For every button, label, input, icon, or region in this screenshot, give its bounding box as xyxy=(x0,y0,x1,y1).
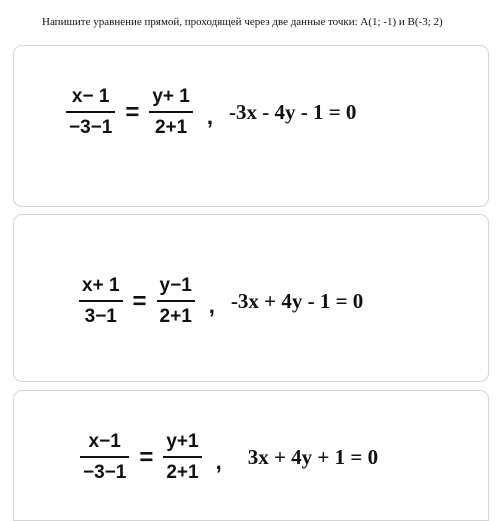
fraction-bar xyxy=(80,456,129,458)
fraction-denominator: 2+1 xyxy=(154,117,188,138)
answer-option-1[interactable] xyxy=(13,45,489,207)
fraction-bar xyxy=(149,111,193,113)
fraction-x xyxy=(66,86,115,139)
answer-option-3[interactable] xyxy=(13,390,489,521)
formula xyxy=(79,275,363,328)
fraction-numerator: x−1 xyxy=(88,431,121,452)
fraction-y xyxy=(163,431,201,484)
separator: , xyxy=(215,448,222,474)
fraction-y xyxy=(157,275,195,328)
fraction-bar xyxy=(163,456,201,458)
fraction-denominator: 2+1 xyxy=(159,306,192,327)
separator: , xyxy=(208,292,215,318)
fraction-denominator: −3−1 xyxy=(83,462,127,483)
fraction-numerator: x+ 1 xyxy=(82,275,120,296)
answer-option-2[interactable] xyxy=(13,214,489,382)
formula xyxy=(80,431,378,484)
fraction-y xyxy=(149,86,193,139)
formula xyxy=(66,86,356,139)
fraction-numerator: y−1 xyxy=(159,275,192,296)
fraction-numerator: x− 1 xyxy=(71,86,110,107)
fraction-numerator: y+ 1 xyxy=(152,86,190,107)
separator: , xyxy=(206,103,213,129)
equals-sign: = xyxy=(125,98,140,126)
fraction-bar xyxy=(157,300,195,302)
question-text: Напишите уравнение прямой, проходящей через две данные точки: A(1; -1) и B(-3; 2) xyxy=(42,16,443,28)
equals-sign: = xyxy=(139,443,154,471)
fraction-bar xyxy=(79,300,123,302)
fraction-bar xyxy=(66,111,115,113)
fraction-numerator: y+1 xyxy=(166,431,199,452)
fraction-denominator: 3−1 xyxy=(84,306,117,327)
general-equation: -3x + 4y - 1 = 0 xyxy=(230,289,364,313)
fraction-x xyxy=(79,275,123,328)
fraction-denominator: 2+1 xyxy=(166,462,199,483)
fraction-denominator: −3−1 xyxy=(69,117,113,138)
general-equation: -3x - 4y - 1 = 0 xyxy=(228,100,357,124)
equals-sign: = xyxy=(132,287,147,315)
fraction-x xyxy=(80,431,129,484)
general-equation: 3x + 4y + 1 = 0 xyxy=(247,445,379,469)
